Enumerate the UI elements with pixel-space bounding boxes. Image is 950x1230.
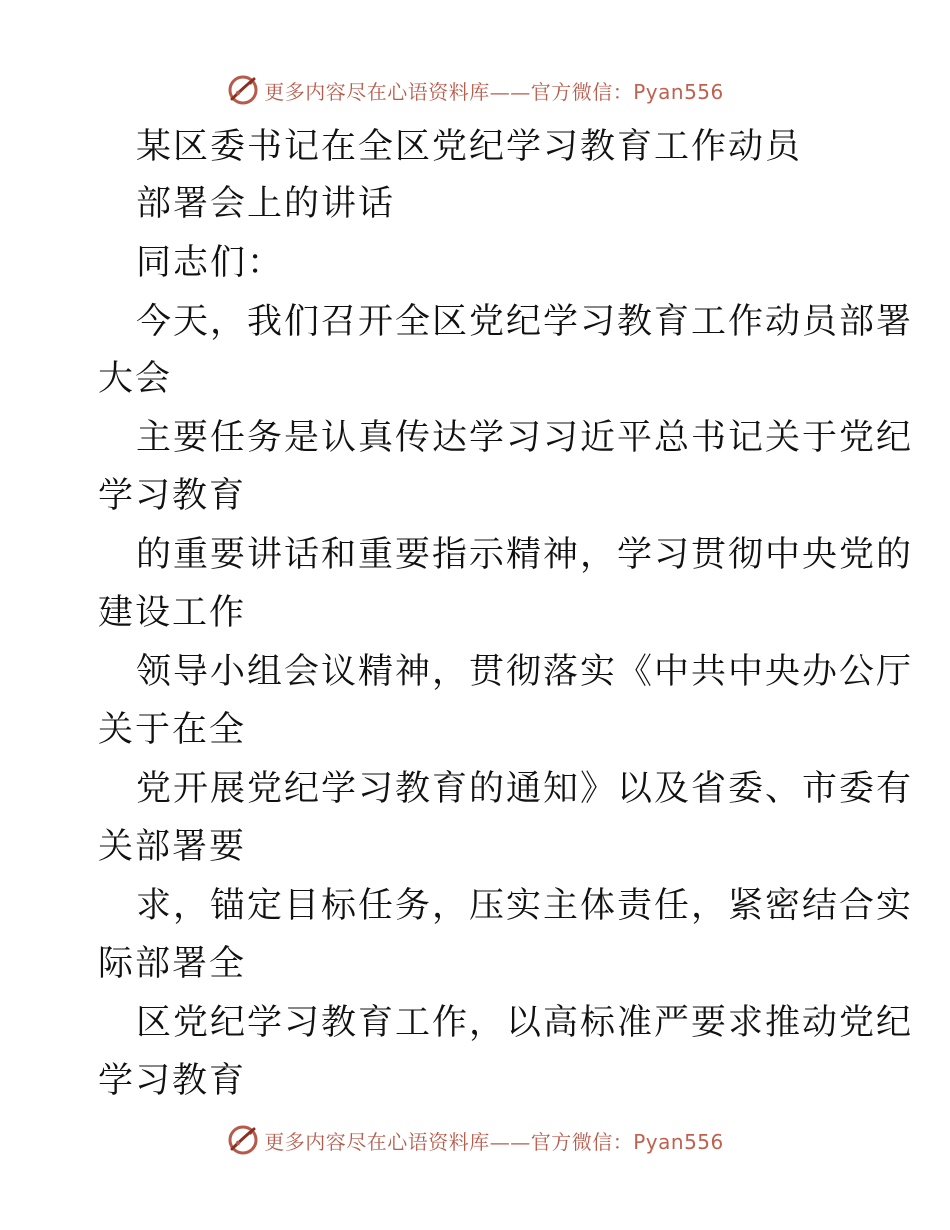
doc-title-line-2: 部署会上的讲话 (136, 184, 396, 224)
doc-line: 求，锚定目标任务，压实主体责任，紧密结合实 (136, 886, 914, 926)
doc-line: 大会 (98, 359, 173, 399)
banner-prefix: 更多内容尽在心语资料库——官方微信： (264, 1129, 634, 1154)
doc-line: 的重要讲话和重要指示精神，学习贯彻中央党的 (136, 535, 914, 575)
banner-text (264, 1126, 724, 1155)
doc-line: 今天，我们召开全区党纪学习教育工作动员部署 (136, 302, 914, 342)
doc-line: 关于在全 (98, 710, 247, 750)
doc-title-line-1: 某区委书记在全区党纪学习教育工作动员 (136, 127, 803, 167)
doc-line: 建设工作 (98, 593, 247, 633)
doc-line: 主要任务是认真传达学习习近平总书记关于党纪 (136, 418, 914, 458)
banner-text (264, 76, 724, 105)
banner-wechat-id: Pyan556 (633, 79, 724, 104)
doc-line: 党开展党纪学习教育的通知》以及省委、市委有 (136, 769, 914, 809)
doc-line: 际部署全 (98, 944, 247, 984)
doc-line: 领导小组会议精神，贯彻落实《中共中央办公厅 (136, 652, 914, 692)
footer-banner (0, 1120, 950, 1160)
doc-line: 区党纪学习教育工作，以高标准严要求推动党纪 (136, 1003, 914, 1043)
pen-seal-logo-icon (226, 73, 260, 107)
doc-line: 关部署要 (98, 827, 247, 867)
doc-salutation: 同志们： (136, 243, 285, 283)
header-banner (0, 70, 950, 110)
doc-line: 学习教育 (98, 476, 247, 516)
banner-wechat-id: Pyan556 (633, 1129, 724, 1154)
pen-seal-logo-icon (226, 1123, 260, 1157)
doc-line: 学习教育 (98, 1061, 247, 1101)
banner-prefix: 更多内容尽在心语资料库——官方微信： (264, 79, 634, 104)
